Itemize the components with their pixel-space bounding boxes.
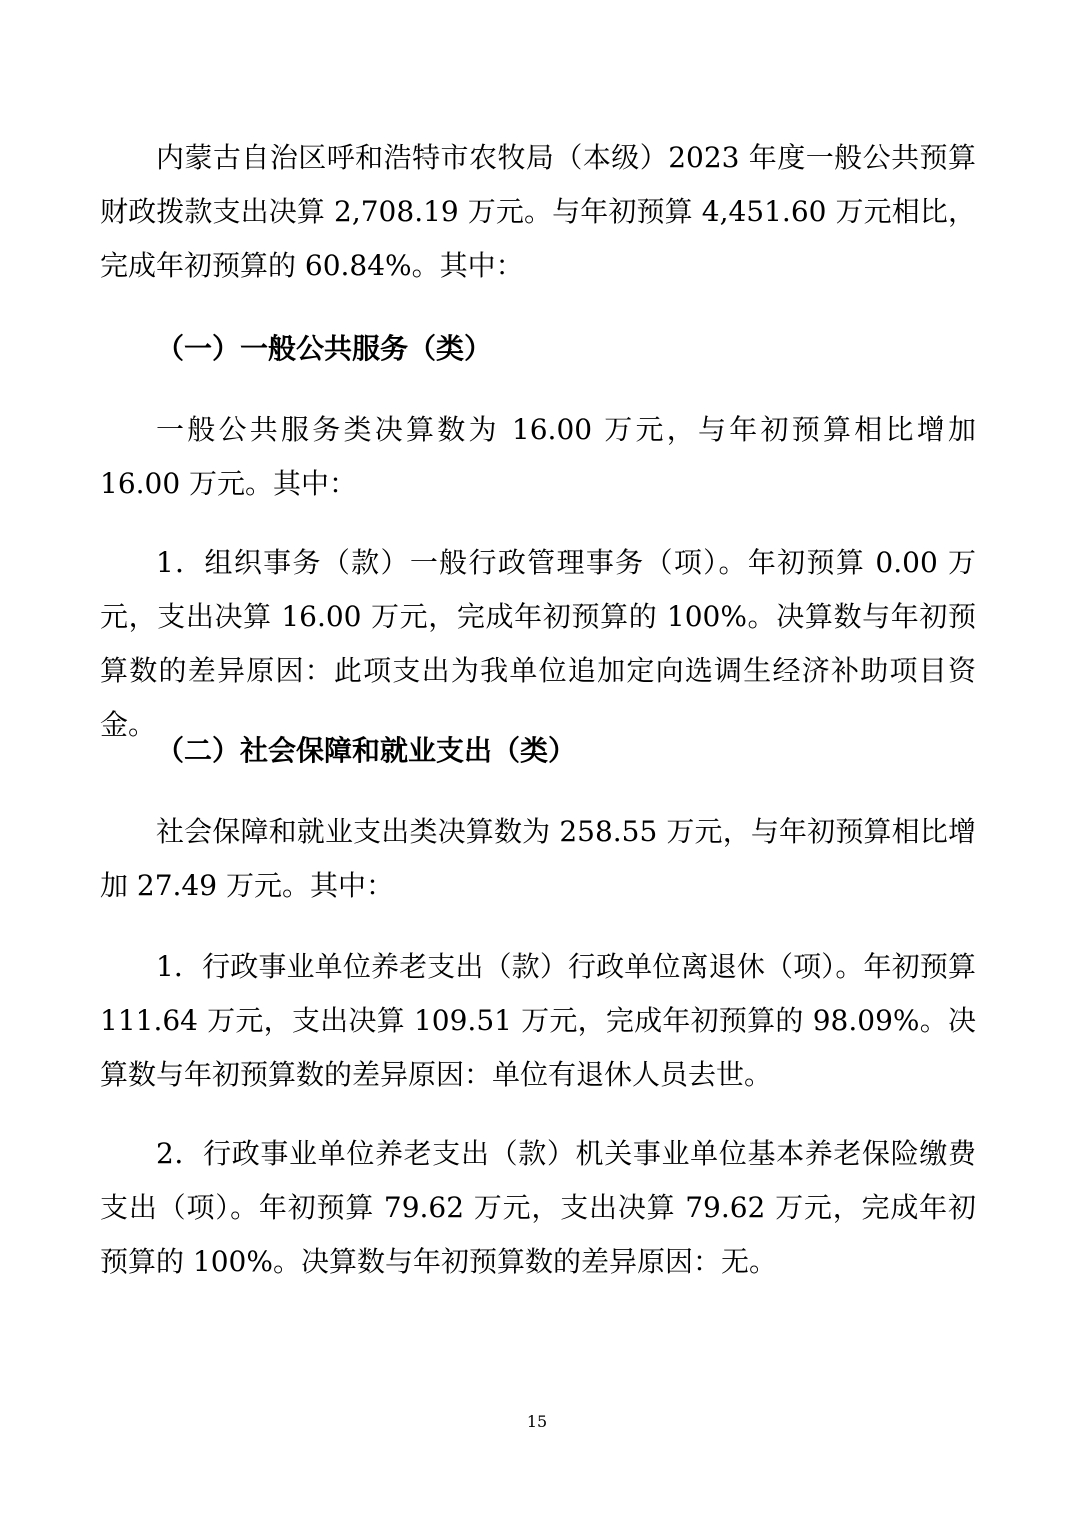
section-2-summary: 社会保障和就业支出类决算数为 258.55 万元，与年初预算相比增加 27.49 万元。其中： [100, 815, 976, 902]
section-1-item-1: 1．组织事务（款）一般行政管理事务（项）。年初预算 0.00 万元，支出决算 16.00 万元，完成年初预算的 100%。决算数与年初预算数的差异原因：此项支出为我单位追加定向选调生经济补助项目资金。 [100, 546, 976, 741]
section-1-heading: （一）一般公共服务（类） [156, 332, 493, 365]
section-2-item-2: 2．行政事业单位养老支出（款）机关事业单位基本养老保险缴费支出（项）。年初预算 79.62 万元，支出决算 79.62 万元，完成年初预算的 100%。决算数与年初预算数的差异原因：无。 [100, 1137, 976, 1278]
section-2-item-1: 1．行政事业单位养老支出（款）行政单位离退休（项）。年初预算 111.64 万元，支出决算 109.51 万元，完成年初预算的 98.09%。决算数与年初预算数的差异原因：单位有退休人员去世。 [100, 950, 976, 1091]
intro-paragraph: 内蒙古自治区呼和浩特市农牧局（本级）2023 年度一般公共预算财政拨款支出决算 2,708.19 万元。与年初预算 4,451.60 万元相比，完成年初预算的 60.84%。其中： [100, 141, 976, 282]
section-2-heading: （二）社会保障和就业支出（类） [156, 734, 577, 767]
section-1-summary: 一般公共服务类决算数为 16.00 万元，与年初预算相比增加 16.00 万元。其中： [100, 413, 976, 500]
page-number: 15 [526, 1412, 548, 1431]
